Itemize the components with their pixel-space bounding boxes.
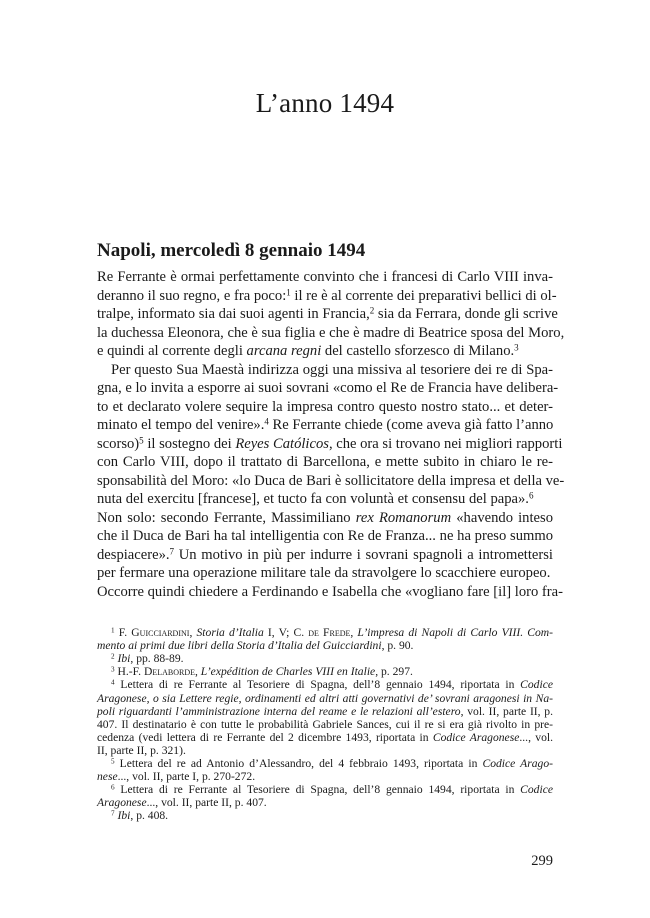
- footnote-ref: 4: [111, 678, 115, 687]
- footnote-line: [97, 705, 553, 719]
- text-run: Un motivo in più per indurre i sovrani spagnoli a intromettersi: [174, 546, 553, 563]
- text-run: ..., vol. II, parte I, p. 270-272.: [117, 770, 256, 784]
- footnote-ref: 4: [264, 416, 269, 427]
- text-run: H.-F.: [114, 665, 144, 679]
- text-run: , che ora si trovano nei migliori rapporti: [328, 435, 563, 452]
- footnote-line: [97, 796, 553, 810]
- text-run: nese: [97, 770, 118, 784]
- text-run: II, parte II, p. 321).: [97, 743, 186, 757]
- footnote-ref: 6: [111, 783, 115, 792]
- text-run: deranno il suo regno, e fra poco:: [97, 287, 287, 304]
- footnote-line: [97, 731, 553, 745]
- text-run: to et declarato volere sequire la impresa contro questo nostro stato... et deter-: [97, 398, 553, 415]
- body-line: [97, 546, 553, 565]
- text-run: , pp. 88-89.: [130, 652, 184, 666]
- text-run: Codice: [520, 783, 553, 797]
- text-run: sponsabilità del Moro: «lo Duca de Bari è sollicitatore della impresa et della ve-: [97, 472, 565, 489]
- footnote-line: [97, 809, 553, 823]
- text-run: Occorre quindi chiedere a Ferdinando e Isabella che «vogliano fare [il] loro fra-: [97, 583, 563, 600]
- text-run: del castello sforzesco di Milano.: [321, 343, 515, 359]
- footnote-ref: 1: [286, 286, 291, 297]
- body-line: [97, 268, 553, 287]
- footnote-ref: 3: [514, 342, 519, 353]
- body-line: [97, 361, 553, 380]
- body-line: [97, 324, 565, 343]
- text-run: ,: [195, 665, 201, 679]
- text-run: L’impresa di Napoli di Carlo VIII. Com-: [357, 626, 554, 639]
- text-run: ..., vol. II, parte II, p. 407.: [146, 796, 267, 810]
- text-run: Codice: [520, 678, 553, 692]
- body-line: [97, 398, 553, 417]
- body-line: [97, 453, 553, 472]
- body-line: [97, 564, 553, 583]
- footnote-line: [97, 692, 553, 706]
- footnote-line: [97, 652, 553, 666]
- text-run: ..., vol.: [519, 730, 553, 744]
- text-run: cedenza (vedi lettera di re Ferrante del 2 dicembre 1493, riportata in: [97, 730, 433, 744]
- text-run: Aragonese, o sia Lettere regie, ordinamenti ed altri atti governativi de’ sovrani aragonesi in Na-: [97, 691, 553, 705]
- page-number: 299: [531, 853, 553, 869]
- footnote-line: [97, 757, 553, 771]
- text-run: Codice Arago-: [482, 757, 554, 770]
- footnote-ref: 6: [528, 490, 534, 501]
- body-line: [97, 527, 553, 546]
- text-run: Storia d’Italia: [196, 626, 264, 639]
- text-run: 407. Il destinatario è con tutte le probabilità Gabriele Sances, cui il re si era già rivolto in pre-: [97, 717, 553, 731]
- body-line: [97, 305, 558, 324]
- body-line: [97, 286, 557, 306]
- body-line: [97, 509, 553, 528]
- text-run: sia da Ferrara, donde gli scrive: [374, 306, 558, 322]
- text-run: Codice Aragonese: [432, 730, 520, 744]
- footnote-ref: 5: [139, 434, 144, 445]
- body-line: [97, 490, 553, 509]
- text-run: per fermare una operazione militare tale da stravolgere lo scacchiere europeo.: [97, 565, 551, 581]
- text-run: mento ai primi due libri della Storia d’Italia del Guicciardini: [97, 639, 382, 653]
- text-run: Lettera di re Ferrante al Tesoriere di Spagna, dell’8 gennaio 1494, riportata in: [114, 783, 521, 797]
- text-run: e quindi al corrente degli: [97, 343, 247, 359]
- text-run: Reyes Católicos: [235, 435, 329, 452]
- text-run: che il Duca de Bari ha tal intelligentia con Re de Franza... ne ha preso summo: [97, 528, 553, 544]
- text-run: Non solo: secondo Ferrante, Massimiliano: [97, 509, 356, 526]
- text-run: Ibi: [117, 809, 131, 823]
- footnote-ref: 7: [111, 809, 115, 818]
- text-run: «havendo inteso: [451, 509, 553, 526]
- text-run: Per questo Sua Maestà indirizza oggi una missiva al tesoriere dei re di Spa-: [111, 361, 553, 378]
- text-run: ,: [350, 626, 358, 639]
- footnote-line: [97, 718, 553, 732]
- text-run: , p. 90.: [381, 639, 414, 653]
- footnote-line: [97, 639, 553, 653]
- text-run: Ibi: [117, 652, 131, 666]
- body-line: [97, 416, 553, 435]
- footnote-line: [97, 783, 553, 797]
- footnote-line: [97, 665, 553, 679]
- text-run: Delaborde: [143, 665, 195, 679]
- text-run: despiacere».: [97, 546, 170, 563]
- footnote-ref: 3: [111, 665, 115, 674]
- text-run: tralpe, informato sia dai suoi agenti in Francia,: [97, 306, 370, 322]
- text-run: nuta del exercitu [francese], et tucto fa con voluntà et consensu del papa».: [97, 491, 529, 507]
- text-run: L’expédition de Charles VIII en Italie: [200, 665, 376, 679]
- text-run: , p. 297.: [375, 665, 413, 679]
- text-run: scorso): [97, 435, 140, 452]
- text-run: ,: [189, 626, 197, 639]
- footnote-line: [97, 770, 553, 784]
- text-run: Re Ferrante è ormai perfettamente convinto che i francesi di Carlo VIII inva-: [97, 269, 553, 285]
- footnote-ref: 2: [111, 652, 115, 661]
- text-run: il sostegno dei: [143, 435, 236, 452]
- text-run: Re Ferrante chiede (come aveva già fatto l’anno: [268, 417, 554, 433]
- text-run: Guicciardini: [131, 626, 190, 639]
- text-run: rex Romanorum: [355, 509, 452, 526]
- text-run: I, V; C.: [263, 626, 309, 639]
- footnote-line: [97, 626, 553, 640]
- footnote-ref: 1: [111, 626, 115, 635]
- text-run: , p. 408.: [130, 809, 169, 823]
- body-line: [97, 342, 553, 361]
- footnote-line: [97, 678, 553, 692]
- text-run: arcana regni: [246, 343, 322, 359]
- body-line: [97, 434, 563, 454]
- footnote-ref: 7: [169, 545, 175, 556]
- text-run: F.: [114, 626, 132, 639]
- footnote-line: [97, 744, 553, 758]
- text-run: , vol. II, parte II, p.: [460, 704, 553, 718]
- body-line: [97, 472, 565, 491]
- chapter-title: L’anno 1494: [255, 88, 395, 118]
- text-run: il re è al corrente dei preparativi bellici di ol-: [290, 287, 557, 304]
- text-run: poli riguardanti l’amministrazione interna del reame e le relazioni all’estero: [97, 704, 461, 718]
- footnote-ref: 5: [111, 757, 115, 766]
- text-run: la duchessa Eleonora, che è sua figlia e che è madre di Beatrice sposa del Moro,: [97, 324, 565, 341]
- section-heading: Napoli, mercoledì 8 gennaio 1494: [97, 240, 366, 261]
- text-run: gna, e lo invita a esporre ai suoi sovrani «como el Re de Francia have delibera-: [97, 380, 559, 396]
- text-run: de Frede: [308, 626, 351, 639]
- text-run: Aragonese: [97, 796, 147, 810]
- text-run: minato el tempo del venire».: [97, 417, 265, 433]
- body-line: [97, 379, 559, 398]
- footnote-ref: 2: [369, 305, 375, 316]
- text-run: Lettera di re Ferrante al Tesoriere di Spagna, dell’8 gennaio 1494, riportata in: [114, 678, 521, 692]
- text-run: Lettera del re ad Antonio d’Alessandro, del 4 febbraio 1493, riportata in: [114, 757, 483, 770]
- body-line: [97, 583, 563, 602]
- text-run: con Carlo VIII, dopo il trattato di Barcellona, e mette subito in chiaro le re-: [97, 454, 553, 470]
